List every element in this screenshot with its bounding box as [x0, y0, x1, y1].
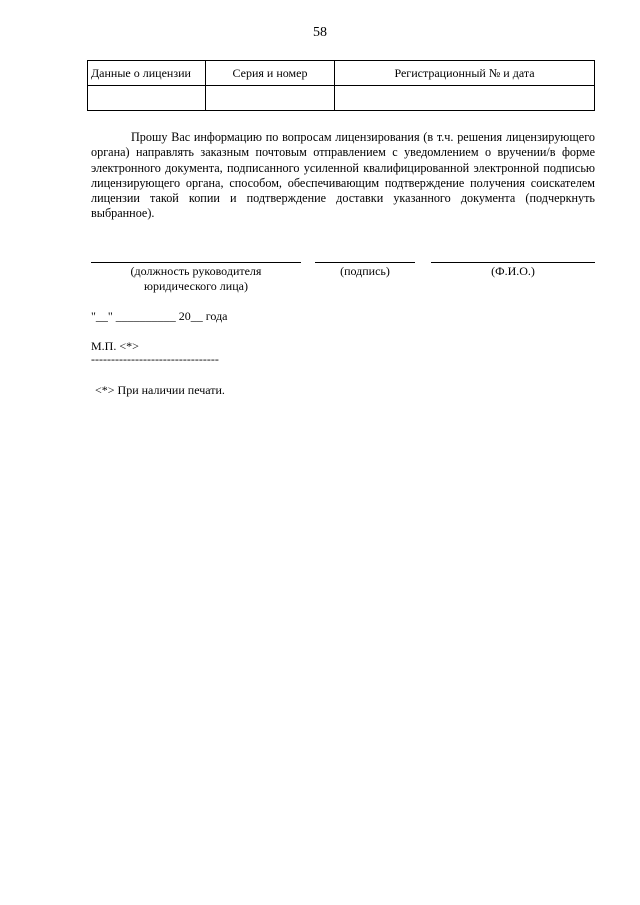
table-cell-series-number: Серия и номер — [206, 61, 335, 86]
position-signature-line — [91, 262, 301, 263]
position-label — [91, 264, 301, 294]
license-data-table — [87, 60, 595, 111]
table-cell-series-value — [206, 86, 335, 111]
date-line: "__" __________ 20__ года — [91, 309, 228, 323]
table-cell-license-data: Данные о лицензии — [88, 61, 206, 86]
table-header-row — [88, 61, 595, 86]
request-paragraph: Прошу Вас информацию по вопросам лицензирования (в т.ч. решения лицензирующего органа) направлять заказным почтовым отправлением с уведомлением о вручении/в форме электронного документа, подписанного усиленной квалифицированной электронной подписью лицензирующего органа, способом, обеспечивающим подтверждение получения соискателем лицензии такой копии и подтверждение доставки указанного документа (подчеркнуть выбранное). — [91, 130, 595, 221]
separator-line: -------------------------------- — [91, 352, 219, 366]
signature-label: (подпись) — [340, 264, 390, 278]
position-label-line-1: (должность руководителя — [130, 264, 262, 278]
table-cell-registration-date: Регистрационный № и дата — [335, 61, 595, 86]
footnote: <*> При наличии печати. — [95, 383, 225, 397]
table-cell-empty — [88, 86, 206, 111]
table-row — [88, 86, 595, 111]
stamp-place: М.П. <*> — [91, 339, 139, 353]
name-label: (Ф.И.О.) — [491, 264, 535, 278]
signature-line — [315, 262, 415, 263]
position-label-line-2: юридического лица) — [144, 279, 248, 293]
table-cell-registration-value — [335, 86, 595, 111]
name-signature-line — [431, 262, 595, 263]
page-number: 58 — [313, 25, 327, 40]
